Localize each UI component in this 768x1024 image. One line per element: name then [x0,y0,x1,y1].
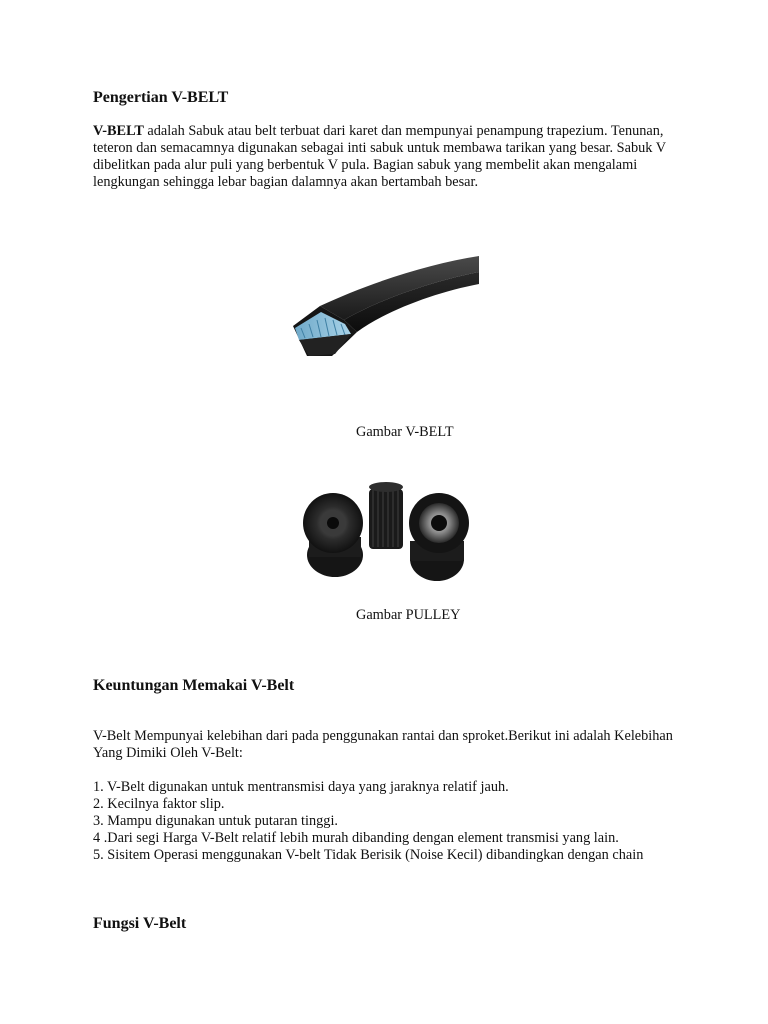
intro-body-rest: Tenunan, teteron dan semacamnya digunakan sebagai inti sabuk untuk membawa tarikan yang besar. Sabuk V dibelitkan pada alur puli yang berbentuk V pula. Bagian sabuk yang membelit akan mengalami lengkungan sehingga lebar bagian dalamnya akan bertambah besar. [93,123,666,190]
intro-term: V-BELT [93,123,144,139]
pulley-caption: Gambar PULLEY [356,607,461,623]
list-item: 1. V-Belt digunakan untuk mentransmisi daya yang jaraknya relatif jauh. [93,779,509,795]
vbelt-caption: Gambar V-BELT [356,424,454,440]
advantages-list [93,779,688,864]
intro-paragraph [93,123,673,191]
list-item: 2. Kecilnya faktor slip. [93,796,225,812]
pulley-image [287,475,481,591]
list-item: 3. Mampu digunakan untuk putaran tinggi. [93,813,338,829]
advantages-intro: V-Belt Mempunyai kelebihan dari pada penggunakan rantai dan sproket.Berikut ini adalah Kelebihan Yang Dimiki Oleh V-Belt: [93,728,673,761]
list-item: 4 .Dari segi Harga V-Belt relatif lebih murah dibanding dengan element transmisi yang lain. [93,830,619,846]
vbelt-illustration [287,254,481,374]
vbelt-image [287,254,481,374]
section-heading-pengertian: Pengertian V-BELT [93,89,229,106]
list-item: 5. Sisitem Operasi menggunakan V-belt Tidak Berisik (Noise Kecil) dibandingkan dengan chain [93,847,644,863]
section-heading-keuntungan: Keuntungan Memakai V-Belt [93,677,295,694]
section-heading-fungsi: Fungsi V-Belt [93,915,187,932]
intro-body-line1: adalah Sabuk atau belt terbuat dari karet dan mempunyai penampung trapezium. [143,123,608,139]
pulley-illustration [287,475,481,591]
